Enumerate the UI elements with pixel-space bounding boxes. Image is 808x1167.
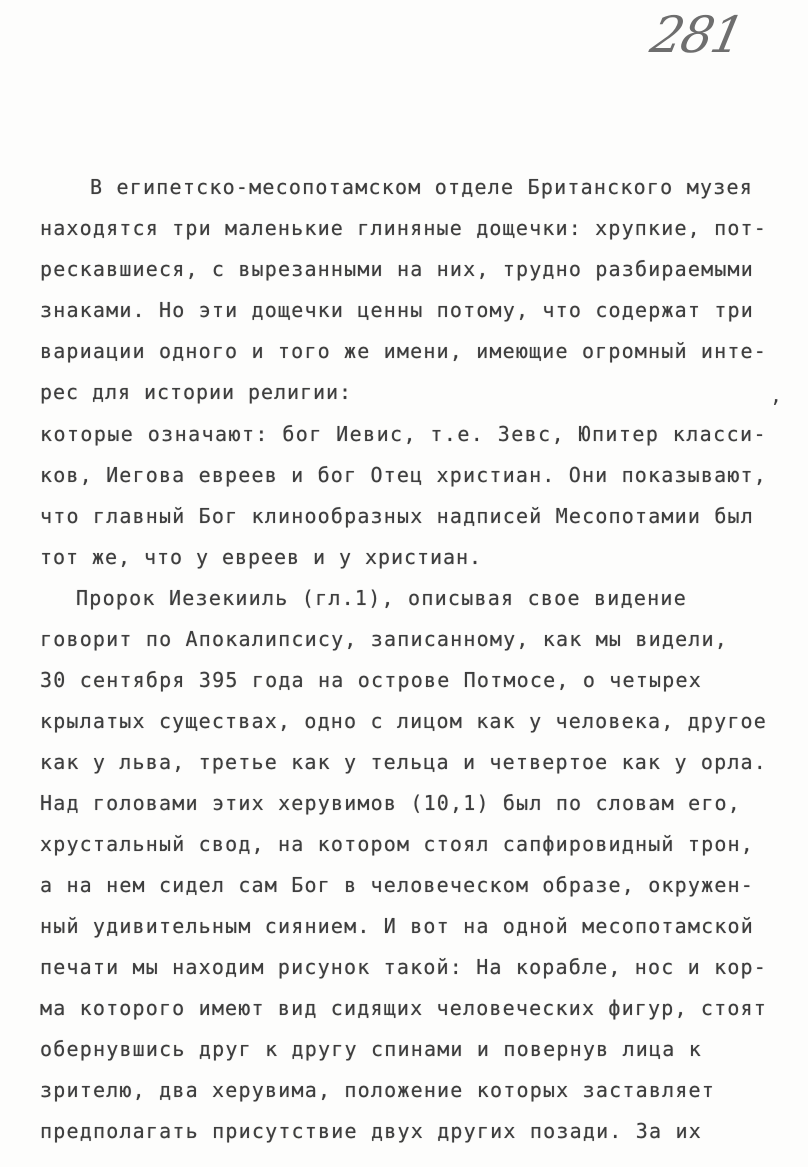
text-line: предполагать присутствие двух других позади. За их	[40, 1119, 702, 1143]
page-number: 281	[645, 6, 748, 64]
text-line: ный удивительным сиянием. И вот на одной месопотамской	[40, 914, 754, 938]
text-line: находятся три маленькие глиняные дощечки: хрупкие, пот-	[40, 216, 767, 240]
text-line: ма которого имеют вид сидящих человеческих фигур, стоят	[40, 996, 767, 1020]
text-line: говорит по Апокалипсису, записанному, как мы видели,	[40, 627, 728, 651]
text-line: рес для истории религии:	[40, 380, 352, 404]
text-line: обернувшись друг к другу спинами и повернув лица к	[40, 1037, 702, 1061]
text-line: а на нем сидел сам Бог в человеческом образе, окружен-	[40, 873, 754, 897]
text-line: Над головами этих херувимов (10,1) был по словам его,	[40, 791, 741, 815]
text-line: вариации одного и того же имени, имеющие огромный инте-	[40, 339, 767, 363]
text-line: рескавшиеся, с вырезанными на них, трудно разбираемыми	[40, 257, 754, 281]
text-line: Пророк Иезекииль (гл.1), описывая свое видение	[76, 586, 687, 610]
margin-mark: ,	[770, 383, 783, 407]
text-line: ков, Иегова евреев и бог Отец христиан. Они показывают,	[40, 463, 767, 487]
text-line: знаками. Но эти дощечки ценны потому, что содержат три	[40, 298, 754, 322]
text-line: как у льва, третье как у тельца и четвертое как у орла.	[40, 750, 767, 774]
text-line: печати мы находим рисунок такой: На корабле, нос и кор-	[40, 955, 767, 979]
text-line: что главный Бог клинообразных надписей Месопотамии был	[40, 504, 754, 528]
text-line: которые означают: бог Иевис, т.е. Зевс, Юпитер класси-	[40, 422, 767, 446]
text-line: зрителю, два херувима, положение которых заставляет	[40, 1078, 715, 1102]
text-line: тот же, что у евреев и у христиан.	[40, 545, 482, 569]
text-line: 30 сентября 395 года на острове Потмосе, о четырех	[40, 668, 702, 692]
text-line: В египетско-месопотамском отделе Британского музея	[90, 175, 753, 199]
text-line: крылатых существах, одно с лицом как у человека, другое	[40, 709, 767, 733]
text-line: хрустальный свод, на котором стоял сапфировидный трон,	[40, 832, 754, 856]
